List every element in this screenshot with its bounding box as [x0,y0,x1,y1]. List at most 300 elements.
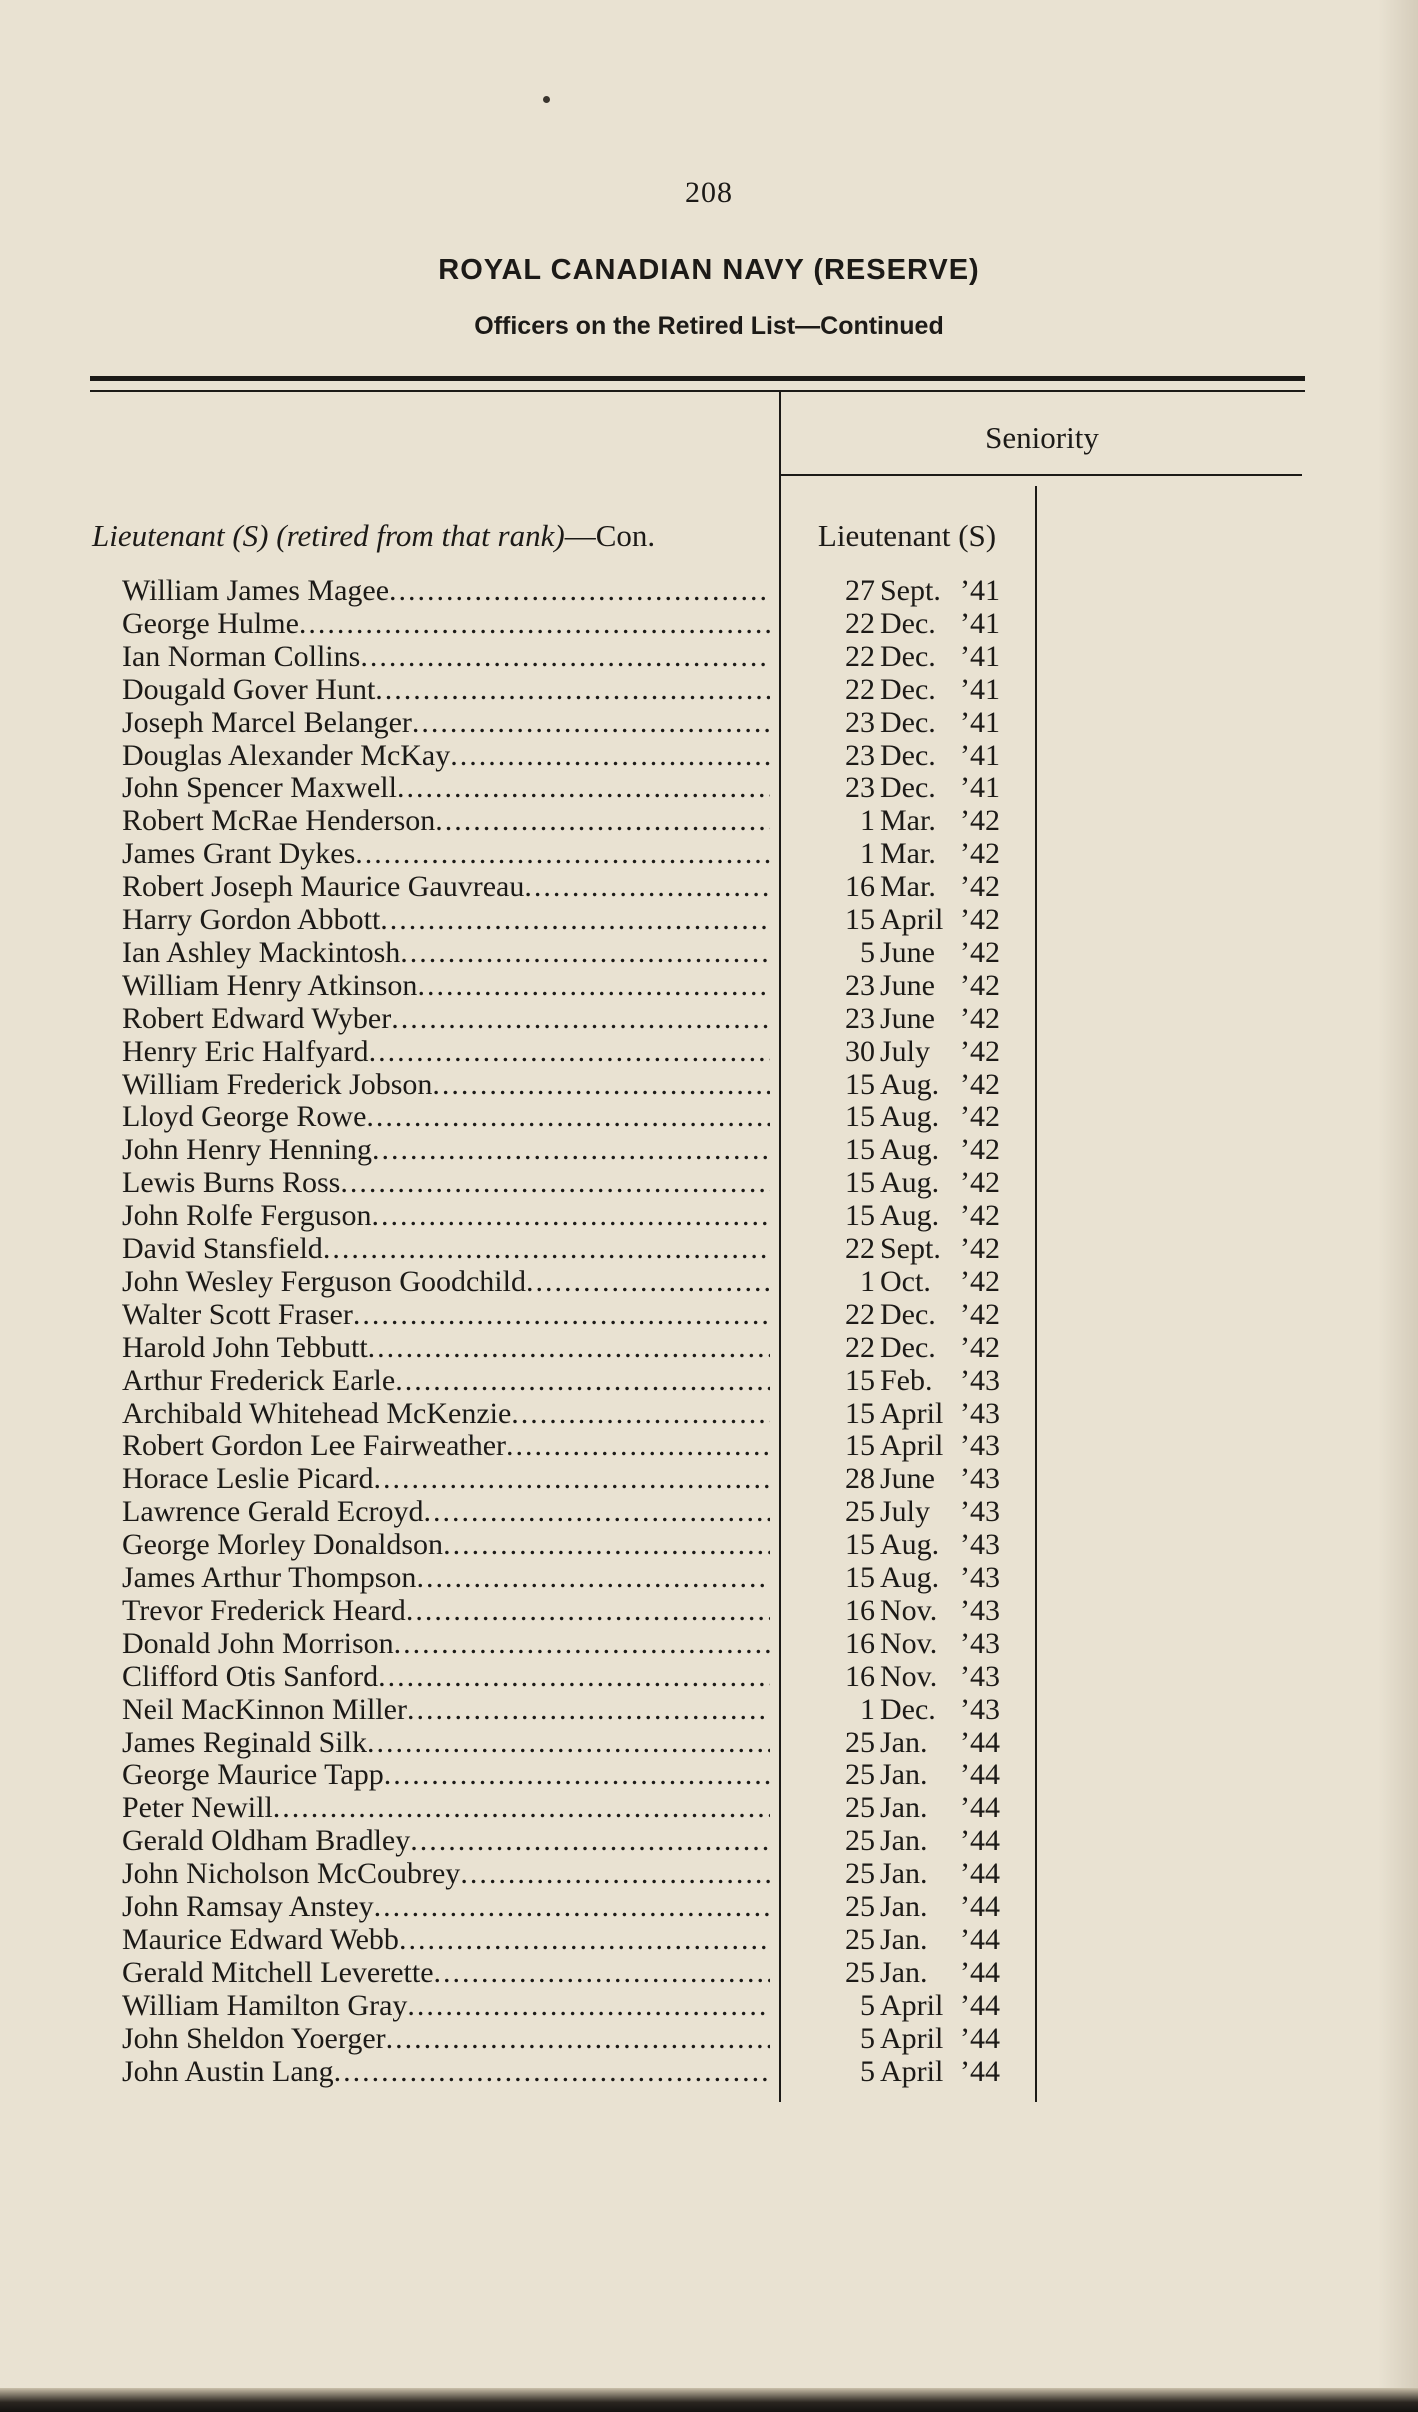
seniority-year: ’44 [960,1922,1000,1956]
officer-name [122,1002,770,1035]
officer-row [0,1956,1418,1989]
officer-row [0,2055,1418,2088]
seniority-day: 15 [845,903,875,936]
officer-row [0,1232,1418,1265]
seniority-month: Dec. [880,639,936,673]
seniority-month: Jan. [880,1824,928,1858]
officer-name [122,1594,770,1627]
officer-name-text: William James Magee [122,574,390,607]
dot-leader [443,1528,770,1561]
officer-row [0,706,1418,739]
officer-name-text: Robert Gordon Lee Fairweather [122,1429,507,1463]
officer-name [122,1726,770,1759]
seniority-day: 25 [845,1857,875,1891]
officer-row [0,1035,1418,1068]
officer-name-text: Robert Edward Wyber [122,1001,392,1035]
officer-name [122,1989,770,2022]
seniority-month: Oct. [880,1264,931,1298]
seniority-year: ’42 [960,1330,1000,1364]
officer-row [0,1758,1418,1791]
seniority-day: 5 [860,935,875,969]
officer-name-text: Douglas Alexander McKay [122,738,451,772]
seniority-day: 23 [845,705,875,739]
officer-row [0,1364,1418,1397]
officer-name-text: Harold John Tebbutt [122,1330,368,1364]
officer-name [122,1528,770,1561]
page-title: ROYAL CANADIAN NAVY (RESERVE) [438,254,980,286]
officer-name [122,837,770,870]
officer-row [0,804,1418,837]
officer-row [0,1726,1418,1759]
officer-name-text: William Hamilton Gray [122,1988,408,2022]
seniority-year: ’43 [960,1626,1000,1660]
seniority-day: 16 [845,1593,875,1627]
seniority-day: 30 [845,1034,875,1068]
officer-name [122,673,770,706]
dot-leader [399,1923,770,1956]
seniority-month: Jan. [880,1955,928,1989]
officer-row [0,1265,1418,1298]
seniority-month: Aug. [880,1133,940,1167]
seniority-year: ’41 [960,705,1000,739]
seniority-month: April [880,2054,944,2088]
seniority-month: Nov. [880,1626,938,1660]
officer-name-text: James Reginald Silk [122,1725,367,1759]
seniority-day: 5 [860,2021,875,2055]
officer-name [122,1923,770,1956]
seniority-year: ’44 [960,1890,1000,1923]
dot-leader [334,2055,770,2088]
dot-leader [368,1331,770,1364]
officer-name [122,1660,770,1693]
ink-dot [543,96,550,103]
dot-leader [366,1100,770,1133]
officer-name-text: John Nicholson McCoubrey [122,1857,461,1891]
dot-leader [355,837,770,870]
dot-leader [380,903,770,936]
officer-name-text: Peter Newill [122,1791,273,1825]
seniority-day: 15 [845,1561,875,1594]
officer-row [0,1495,1418,1528]
officer-row [0,870,1418,903]
officer-row [0,1824,1418,1857]
seniority-year: ’43 [960,1692,1000,1726]
seniority-year: ’42 [960,870,1000,904]
seniority-year: ’42 [960,837,1000,871]
seniority-year: ’42 [960,968,1000,1002]
officer-name-text: John Henry Henning [122,1133,372,1167]
seniority-day: 22 [845,1297,875,1331]
seniority-year: ’41 [960,738,1000,772]
seniority-header-rule [780,474,1302,476]
seniority-day: 1 [860,1264,875,1298]
officer-name [122,1199,770,1232]
page-subtitle: Officers on the Retired List—Continued [474,312,944,340]
officer-row [0,1002,1418,1035]
officer-name-text: George Hulme [122,606,299,640]
seniority-month: Nov. [880,1659,938,1693]
dot-leader [273,1791,770,1824]
seniority-day: 23 [845,968,875,1002]
seniority-month: Mar. [880,804,936,838]
officer-row [0,771,1418,804]
officer-name-text: Joseph Marcel Belanger [122,705,412,739]
dot-leader [397,771,770,804]
seniority-day: 1 [860,1692,875,1726]
officer-row [0,969,1418,1002]
dot-leader [400,936,770,969]
seniority-year: ’41 [960,672,1000,706]
officer-name-text: Horace Leslie Picard [122,1462,374,1496]
officer-row [0,1462,1418,1495]
dot-leader [435,804,770,837]
seniority-month: June [880,935,935,969]
seniority-year: ’44 [960,1955,1000,1989]
seniority-month: Jan. [880,1791,928,1825]
seniority-month: Aug. [880,1561,940,1594]
seniority-day: 16 [845,1626,875,1660]
officer-row [0,574,1418,607]
seniority-year: ’44 [960,1758,1000,1792]
dot-leader [360,640,770,673]
officer-name-text: John Ramsay Anstey [122,1890,374,1923]
seniority-month: Aug. [880,1067,940,1101]
officer-name-text: Ian Ashley Mackintosh [122,935,401,969]
officer-row [0,1791,1418,1824]
officer-row [0,1166,1418,1199]
section-heading-rank: Lieutenant (S) (retired from that rank) [92,518,565,553]
officer-name [122,1758,770,1791]
seniority-year: ’44 [960,1791,1000,1825]
dot-leader [323,1232,770,1265]
officer-row [0,1594,1418,1627]
seniority-day: 25 [845,1495,875,1529]
seniority-month: Dec. [880,1692,936,1726]
seniority-month: Aug. [880,1199,940,1233]
seniority-year: ’43 [960,1363,1000,1397]
rank-column-heading: Lieutenant (S) [817,518,997,553]
officer-name [122,1397,770,1430]
dot-leader [524,870,770,903]
seniority-year: ’41 [960,771,1000,805]
seniority-day: 25 [845,1922,875,1956]
officer-name [122,706,770,739]
officer-row [0,607,1418,640]
officer-name [122,739,770,772]
seniority-month: Dec. [880,606,936,640]
seniority-year: ’43 [960,1396,1000,1430]
seniority-day: 22 [845,672,875,706]
seniority-month: Aug. [880,1166,940,1200]
seniority-year: ’43 [960,1528,1000,1562]
seniority-month: Dec. [880,1297,936,1331]
officer-name [122,1298,770,1331]
seniority-year: ’41 [960,574,1000,607]
officer-row [0,1133,1418,1166]
officer-name [122,2022,770,2055]
page-number: 208 [685,176,733,209]
dot-leader [417,969,770,1002]
dot-leader [367,1726,770,1759]
dot-leader [460,1857,770,1890]
officer-name [122,607,770,640]
dot-leader [506,1429,770,1462]
seniority-year: ’42 [960,1100,1000,1134]
officer-row [0,1528,1418,1561]
officer-name [122,1429,770,1462]
seniority-day: 22 [845,1232,875,1265]
seniority-month: Aug. [880,1100,940,1134]
seniority-year: ’42 [960,903,1000,936]
seniority-month: April [880,2021,944,2055]
seniority-month: Dec. [880,672,936,706]
officer-name [122,1890,770,1923]
seniority-day: 23 [845,1001,875,1035]
seniority-day: 25 [845,1725,875,1759]
seniority-day: 15 [845,1528,875,1562]
officer-name [122,903,770,936]
officer-row [0,1627,1418,1660]
seniority-month: Jan. [880,1922,928,1956]
dot-leader [374,1890,770,1923]
officer-name-text: Robert McRae Henderson [122,804,436,838]
seniority-year: ’44 [960,1988,1000,2022]
dot-leader [353,1298,770,1331]
seniority-year: ’43 [960,1462,1000,1496]
seniority-year: ’42 [960,1297,1000,1331]
seniority-month: Dec. [880,705,936,739]
seniority-month: Mar. [880,837,936,871]
officer-row [0,903,1418,936]
officer-name-text: John Wesley Ferguson Goodchild [122,1264,526,1298]
dot-leader [372,1133,770,1166]
seniority-day: 22 [845,639,875,673]
officer-name [122,1035,770,1068]
seniority-month: Dec. [880,1330,936,1364]
seniority-year: ’44 [960,1857,1000,1891]
officer-name [122,640,770,673]
officer-row [0,1298,1418,1331]
seniority-year: ’42 [960,1067,1000,1101]
officer-name [122,870,770,903]
officer-name-text: Dougald Gover Hunt [122,672,376,706]
seniority-month: Dec. [880,771,936,805]
dot-leader [395,1364,770,1397]
dot-leader [374,1462,770,1495]
officer-name-text: Robert Joseph Maurice Gauvreau [122,870,525,904]
seniority-day: 25 [845,1758,875,1792]
dot-leader [391,1002,770,1035]
officer-name [122,1133,770,1166]
seniority-month: July [880,1495,931,1529]
seniority-day: 25 [845,1791,875,1825]
seniority-year: ’42 [960,1133,1000,1167]
officer-name-text: David Stansfield [122,1232,323,1265]
header-rule-thin [90,390,1305,392]
officer-name-text: James Arthur Thompson [122,1561,417,1594]
page-bottom-edge [0,2388,1418,2412]
officer-name-text: Archibald Whitehead McKenzie [122,1396,512,1430]
seniority-day: 22 [845,1330,875,1364]
officer-row [0,640,1418,673]
seniority-month: Mar. [880,870,936,904]
officer-name [122,1462,770,1495]
officer-name-text: John Sheldon Yoerger [122,2021,386,2055]
seniority-year: ’44 [960,1824,1000,1858]
officer-row [0,673,1418,706]
seniority-day: 5 [860,2054,875,2088]
dot-leader [394,1627,770,1660]
seniority-day: 23 [845,771,875,805]
seniority-year: ’44 [960,1725,1000,1759]
seniority-month: June [880,1001,935,1035]
officer-name [122,1265,770,1298]
seniority-month: Aug. [880,1528,940,1562]
officer-name [122,574,770,607]
seniority-year: ’43 [960,1495,1000,1529]
officer-name [122,771,770,804]
seniority-day: 22 [845,606,875,640]
officer-name [122,1791,770,1824]
officer-name-text: George Morley Donaldson [122,1528,444,1562]
officer-name [122,1495,770,1528]
officer-name-text: William Frederick Jobson [122,1067,433,1101]
seniority-month: June [880,968,935,1002]
officer-name-text: Gerald Mitchell Leverette [122,1955,434,1989]
seniority-day: 25 [845,1955,875,1989]
dot-leader [434,1956,770,1989]
seniority-year: ’43 [960,1429,1000,1463]
dot-leader [407,1693,770,1726]
seniority-month: April [880,903,944,936]
officer-name [122,1824,770,1857]
officer-name-text: John Spencer Maxwell [122,771,397,805]
officer-name-text: Neil MacKinnon Miller [122,1692,407,1726]
dot-leader [386,2022,770,2055]
officer-row [0,1068,1418,1101]
officer-row [0,1660,1418,1693]
officer-row [0,837,1418,870]
dot-leader [384,1758,770,1791]
officer-name-text: Lloyd George Rowe [122,1100,367,1134]
seniority-year: ’43 [960,1593,1000,1627]
seniority-month: Jan. [880,1725,928,1759]
officer-name [122,1068,770,1101]
seniority-day: 28 [845,1462,875,1496]
seniority-month: Sept. [880,574,941,607]
officer-name [122,2055,770,2088]
officer-row [0,739,1418,772]
officer-name [122,1166,770,1199]
dot-leader [406,1594,770,1627]
officer-name [122,1331,770,1364]
dot-leader [389,574,770,607]
seniority-day: 25 [845,1824,875,1858]
dot-leader [432,1068,770,1101]
seniority-year: ’42 [960,1264,1000,1298]
officer-name [122,1364,770,1397]
officer-name [122,1627,770,1660]
seniority-year: ’42 [960,935,1000,969]
seniority-year: ’44 [960,2021,1000,2055]
officer-name-text: Henry Eric Halfyard [122,1034,369,1068]
seniority-day: 23 [845,738,875,772]
seniority-year: ’42 [960,1001,1000,1035]
seniority-month: June [880,1462,935,1496]
seniority-year: ’41 [960,606,1000,640]
seniority-year: ’41 [960,639,1000,673]
officer-name-text: Gerald Oldham Bradley [122,1824,411,1858]
officer-name-text: John Rolfe Ferguson [122,1199,372,1233]
dot-leader [371,1199,770,1232]
seniority-day: 25 [845,1890,875,1923]
officer-name-text: Donald John Morrison [122,1626,394,1660]
seniority-year: ’42 [960,1232,1000,1265]
dot-leader [412,706,770,739]
officer-row [0,1100,1418,1133]
officer-name-text: Lewis Burns Ross [122,1166,341,1200]
seniority-year: ’43 [960,1659,1000,1693]
officer-row [0,1331,1418,1364]
officer-name-text: Walter Scott Fraser [122,1297,353,1331]
dot-leader [450,739,770,772]
officer-row [0,2022,1418,2055]
seniority-year: ’44 [960,2054,1000,2088]
officer-name-text: James Grant Dykes [122,837,356,871]
officer-row [0,1397,1418,1430]
officer-row [0,1857,1418,1890]
officer-name [122,1857,770,1890]
seniority-day: 16 [845,1659,875,1693]
dot-leader [299,607,770,640]
dot-leader [407,1989,770,2022]
seniority-month: Jan. [880,1758,928,1792]
seniority-month: Jan. [880,1890,928,1923]
officer-name-text: George Maurice Tapp [122,1758,384,1792]
seniority-month: April [880,1396,944,1430]
dot-leader [410,1824,770,1857]
officer-name-text: Clifford Otis Sanford [122,1659,379,1693]
officer-row [0,1693,1418,1726]
dot-leader [511,1397,770,1430]
officer-name [122,804,770,837]
officer-name-text: Trevor Frederick Heard [122,1593,406,1627]
seniority-month: Dec. [880,738,936,772]
officer-name [122,1956,770,1989]
dot-leader [369,1035,770,1068]
officer-row [0,936,1418,969]
officer-name [122,936,770,969]
seniority-day: 15 [845,1100,875,1134]
dot-leader [526,1265,770,1298]
officer-name [122,969,770,1002]
seniority-month: July [880,1034,931,1068]
seniority-year: ’42 [960,1166,1000,1200]
seniority-day: 1 [860,837,875,871]
dot-leader [340,1166,770,1199]
seniority-year: ’42 [960,1199,1000,1233]
officer-name [122,1232,770,1265]
seniority-day: 15 [845,1166,875,1200]
seniority-day: 27 [845,574,875,607]
officer-name-text: Arthur Frederick Earle [122,1363,396,1397]
officer-name-text: John Austin Lang [122,2054,334,2088]
seniority-day: 1 [860,804,875,838]
officer-name-text: Maurice Edward Webb [122,1922,399,1956]
dot-leader [375,673,770,706]
seniority-month: Jan. [880,1857,928,1891]
seniority-day: 16 [845,870,875,904]
